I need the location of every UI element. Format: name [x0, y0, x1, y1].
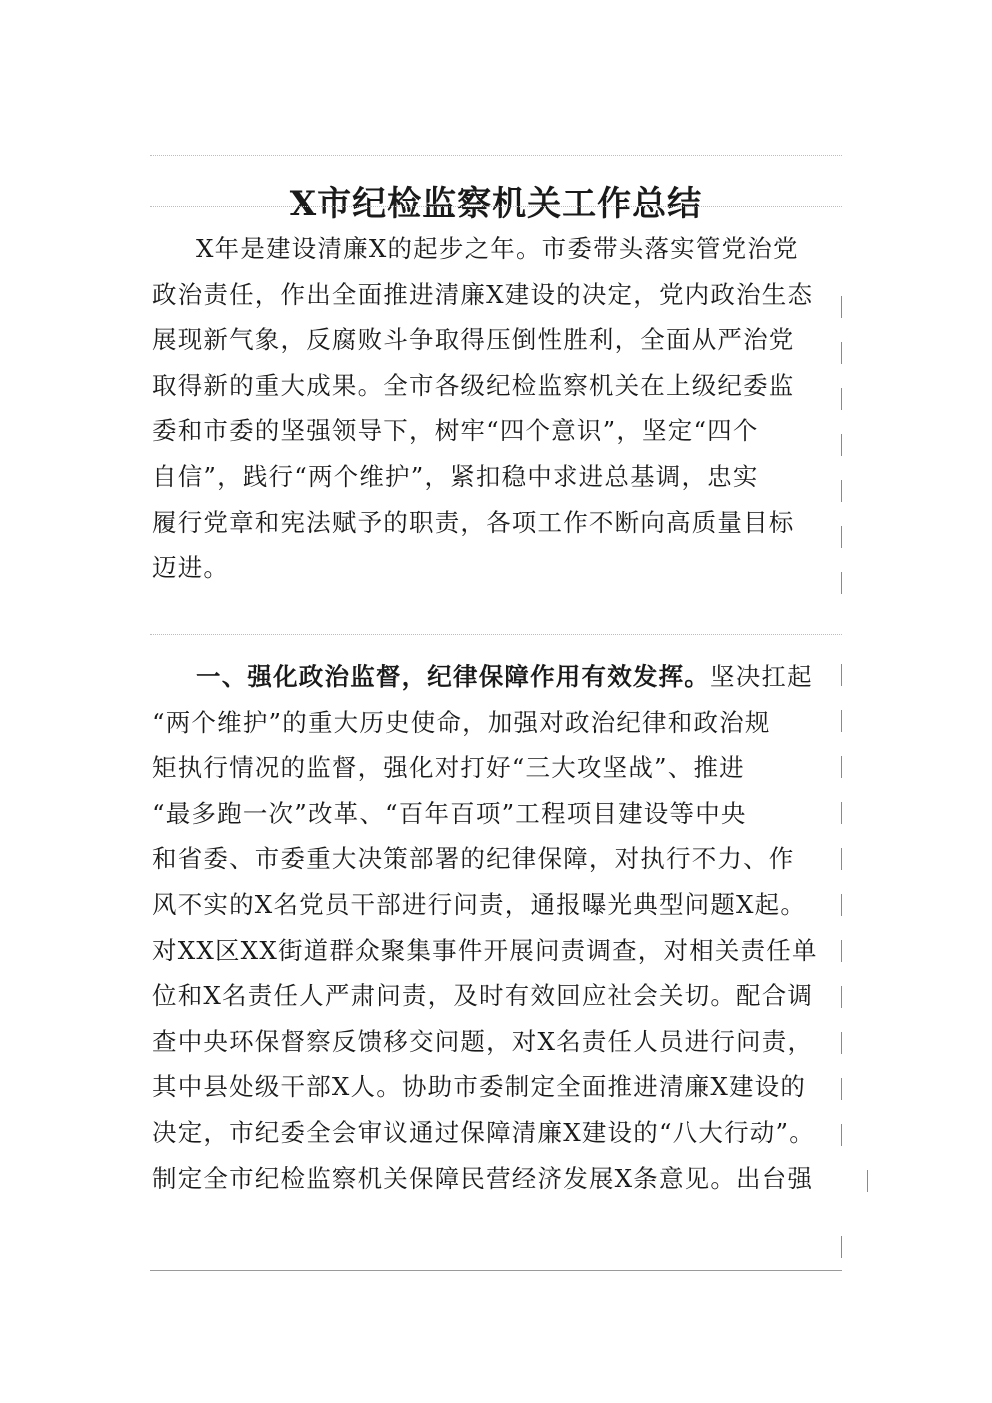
- intro-line: X年是建设清廉X的起步之年。市委带头落实管党治党: [196, 234, 799, 263]
- section-1-line: “最多跑一次”改革、“百年百项”工程项目建设等中央: [152, 798, 747, 828]
- intro-line: 政治责任，作出全面推进清廉X建设的决定，党内政治生态: [152, 279, 814, 309]
- line-end-mark: [841, 1032, 842, 1054]
- intro-line: 委和市委的坚强领导下，树牢“四个意识”，坚定“四个: [152, 416, 759, 446]
- line-end-mark: [841, 1078, 842, 1100]
- line-end-mark: [841, 296, 842, 318]
- section-1-line: 查中央环保督察反馈移交问题，对X名责任人员进行问责，: [152, 1026, 814, 1056]
- line-end-mark: [841, 1124, 842, 1146]
- top-rule: [150, 155, 842, 156]
- section-1-line: 矩执行情况的监督，强化对打好“三大攻坚战”、推进: [152, 753, 745, 783]
- section-1-line: “两个维护”的重大历史使命，加强对政治纪律和政治规: [152, 707, 771, 737]
- section-1-line: 风不实的X名党员干部进行问责，通报曝光典型问题X起。: [152, 889, 807, 919]
- section-1-first-line: [152, 654, 842, 700]
- intro-line: 迈进。: [152, 553, 230, 583]
- line-end-mark: [841, 756, 842, 778]
- right-margin-marks: [841, 0, 871, 1403]
- intro-line: 履行党章和宪法赋予的职责，各项工作不断向高质量目标: [152, 507, 795, 537]
- intro-paragraph: [152, 226, 842, 591]
- line-end-mark: [841, 940, 842, 962]
- title-divider: [150, 206, 842, 207]
- bottom-rule: [150, 1270, 842, 1271]
- intro-line: 展现新气象，反腐败斗争取得压倒性胜利，全面从严治党: [152, 325, 795, 355]
- section-1-line: 制定全市纪检监察机关保障民营经济发展X条意见。出台强: [152, 1163, 814, 1193]
- line-end-mark: [841, 664, 842, 686]
- section-1-line: 其中县处级干部X人。协助市委制定全面推进清廉X建设的: [152, 1072, 807, 1102]
- section-1-paragraph: [152, 654, 842, 1201]
- line-end-mark: [841, 572, 842, 594]
- document-title: X市纪检监察机关工作总结: [289, 183, 703, 224]
- line-end-mark: [841, 388, 842, 410]
- section-1-first-line-text: 坚决扛起: [710, 662, 813, 691]
- line-end-mark: [841, 802, 842, 824]
- section-1-line: 决定，市纪委全会审议通过保障清廉X建设的“八大行动”。: [152, 1117, 815, 1147]
- intro-line: 自信”，践行“两个维护”，紧扣稳中求进总基调，忠实: [152, 461, 759, 491]
- line-end-mark: [841, 1236, 842, 1258]
- section-1-line: 位和X名责任人严肃问责，及时有效回应社会关切。配合调: [152, 981, 814, 1011]
- line-end-mark: [841, 526, 842, 548]
- paragraph-divider: [150, 634, 842, 635]
- section-1-heading: 一、强化政治监督，纪律保障作用有效发挥。: [196, 662, 710, 691]
- line-end-mark: [841, 480, 842, 502]
- line-end-mark: [841, 894, 842, 916]
- line-end-mark: [841, 434, 842, 456]
- line-end-mark: [841, 342, 842, 364]
- line-end-mark: [841, 848, 842, 870]
- section-1-line: 对XX区XX街道群众聚集事件开展问责调查，对相关责任单: [152, 935, 818, 965]
- line-end-mark: [841, 986, 842, 1008]
- line-end-mark: [841, 710, 842, 732]
- section-1-line: 和省委、市委重大决策部署的纪律保障，对执行不力、作: [152, 844, 795, 874]
- line-end-mark: [867, 1170, 868, 1192]
- intro-line: 取得新的重大成果。全市各级纪检监察机关在上级纪委监: [152, 370, 795, 400]
